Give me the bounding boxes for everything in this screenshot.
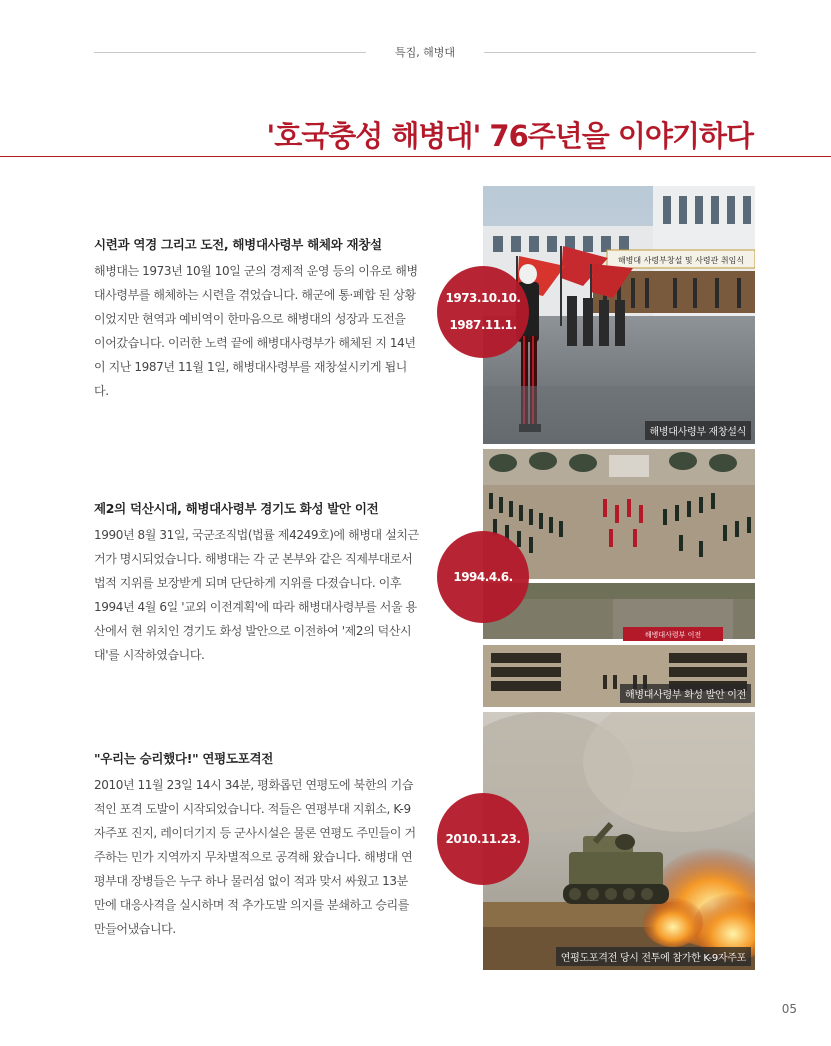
section-body: 1990년 8월 31일, 국군조직법(법률 제4249호)에 해병대 설치근거가 명시되었습니다. 해병대는 각 군 본부와 같은 직제부대로서 법적 지위를 보장받게 되며 단단하게 지위를 다졌습니다. 이후 1994년 4월 6일 '교외 이전계획'에 따라 해병대사령부를 서울 용산에서 현 위치인 경기도 화성 발안으로 이전하여 '제2의 덕산시대'를 시작하였습니다. — [94, 528, 419, 662]
date-badge-1994 — [437, 531, 529, 623]
page-title: '호국충성 해병대' 76주년을 이야기하다 — [266, 119, 753, 153]
section-heading: 시련과 역경 그리고 도전, 해병대사령부 해체와 재창설 — [94, 237, 382, 252]
section-hwaseong-relocation — [94, 499, 420, 667]
photo-caption: 해병대사령부 화성 발안 이전 — [620, 684, 751, 703]
header-rule-left — [94, 52, 366, 53]
section-label: 특집, 해병대 — [394, 46, 456, 59]
date-line: 1973.10.10. — [445, 291, 521, 305]
title-rule — [0, 156, 831, 157]
header-rule-right — [484, 52, 756, 53]
page-number: 05 — [781, 1002, 797, 1016]
section-body: 해병대는 1973년 10월 10일 군의 경제적 운영 등의 이유로 해병대사령부를 해체하는 시련을 겪었습니다. 해군에 통·폐합 된 상황이었지만 현역과 예비역이 한마음으로 해병대의 성장과 도전을 이어갔습니다. 이러한 노력 끝에 해병대사령부가 해체된 지 14년이 지난 1987년 11월 1일, 해병대사령부를 재창설시키게 됩니다. — [94, 264, 418, 398]
photo-caption: 해병대사령부 재창설식 — [645, 421, 751, 440]
section-reestablishment — [94, 235, 420, 403]
date-badge-1973 — [437, 266, 529, 358]
section-body: 2010년 11월 23일 14시 34분, 평화롭던 연평도에 북한의 기습적인 포격 도발이 시작되었습니다. 적들은 연평부대 지휘소, K-9자주포 진지, 레이더기지 등 군사시설은 물론 연평도 주민들이 거주하는 민가 지역까지 무차별적으로 공격해 왔습니다. 해병대 연평부대 장병들은 누구 하나 물러섬 없이 적과 맞서 싸웠고 13분 만에 대응사격을 실시하며 적 추가도발 의지를 분쇄하고 승리를 만들어냈습니다. — [94, 778, 416, 936]
date-line: 1994.4.6. — [453, 569, 513, 584]
date-line: 2010.11.23. — [445, 831, 521, 846]
section-yeonpyeong-battle — [94, 749, 420, 941]
photo-caption: 연평도포격전 당시 전투에 참가한 K-9자주포 — [556, 947, 751, 966]
date-line: 1987.11.1. — [449, 318, 517, 332]
date-badge-2010 — [437, 793, 529, 885]
section-heading: 제2의 덕산시대, 해병대사령부 경기도 화성 발안 이전 — [94, 501, 379, 516]
section-heading: "우리는 승리했다!" 연평도포격전 — [94, 751, 274, 766]
ceremony-sign: 해병대 사령부창설 및 사령관 취임식 — [617, 256, 745, 265]
relocation-banner: 해병대사령부 이전 — [644, 631, 702, 639]
